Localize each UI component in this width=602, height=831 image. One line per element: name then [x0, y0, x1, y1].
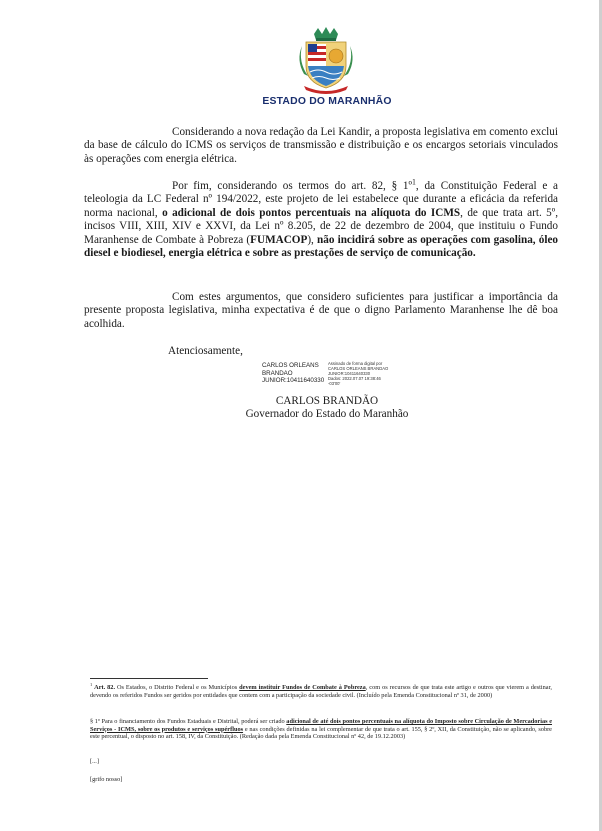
signature-name-line-3: JUNIOR:10411640330: [262, 377, 325, 384]
footnote-paragraph-1: [90, 718, 552, 741]
footnote-1: [90, 681, 552, 699]
signature-digital-line-1: Assinado de forma digital por: [328, 361, 383, 366]
paragraph-3-text: Com estes argumentos, que considero suficientes para justificar a importância da presente proposta legislativa, minha expectativa é de que o digno Parlamento Maranhense lhe dê boa acolhida.: [84, 291, 558, 330]
paragraph-3: [84, 291, 558, 331]
footnote-1-text-b: Os Estados, o Distrito Federal e os Municípios: [115, 684, 240, 691]
footnote-1-article: Art. 82.: [94, 684, 116, 691]
footnote-divider: [90, 678, 208, 679]
signature-digital-line-4: Dados: 2022.07.07 19:38:46: [328, 375, 381, 381]
signature-digital-line-3: JUNIOR:10411640330: [328, 370, 371, 376]
maranhao-coat-of-arms-icon: [296, 20, 356, 96]
signature-digital-info: [328, 362, 390, 387]
p2-bold-adicional: o adicional de dois pontos percentuais na alíquota do ICMS: [162, 206, 461, 219]
p2-bold-fumacop: FUMACOP: [250, 233, 308, 246]
closing-salutation: Atenciosamente,: [168, 345, 243, 357]
footnote-para-text-a: § 1º Para o financiamento dos Fundos Estaduais e Distrital, poderá ser criado: [90, 718, 287, 725]
paragraph-1-text: Considerando a nova redação da Lei Kandir, a proposta legislativa em comento exclui da base de cálculo do ICMS os serviços de transmissão e distribuição e os encargos setoriais vinculados às operações com energia elétrica.: [84, 126, 558, 165]
p2-text-b: , da Constituição Federal e a teleologia da LC Federal nº 194/2022, este projeto de lei estabelece que durante a eficácia da referida norma nacional,: [84, 180, 559, 219]
signature-digital-line-5: -03'00': [328, 380, 341, 386]
signer-name: CARLOS BRANDÃO: [275, 395, 379, 407]
signature-name-line-1: CARLOS ORLEANS: [262, 362, 319, 369]
signature-name-lines: [262, 362, 324, 385]
paragraph-2: [84, 177, 559, 260]
footnote-para-emphasis: adicional de até dois pontos percentuais na alíquota do Imposto sobre Circulação de Mercadorias e Serviços - ICMS, sobre os produtos e serviços supérfluos: [90, 718, 552, 733]
paragraph-1: [84, 126, 558, 166]
p2-text-d: , de que trata art. 5º, incisos VIII, XIII, XIV e XXVI, da Lei nº 8.205, de 22 de dezembro de 2004, que instituiu o Fundo Maranhense de Combate à Pobreza (: [84, 206, 559, 246]
signer-role: Governador do Estado do Maranhão: [245, 408, 409, 420]
footnote-1-mark: 1: [90, 681, 93, 687]
footnote-ref-1[interactable]: 1: [412, 177, 416, 187]
p2-bold-nao-incidira: não incidirá sobre as operações com gasolina, óleo diesel e biodiesel, energia elétrica e sobre as prestações de serviço de comunicação.: [84, 233, 559, 260]
p2-text-a: Por fim, considerando os termos do art. 82, § 1º: [172, 180, 412, 192]
p2-text-f: ),: [307, 233, 318, 246]
footnote-ellipsis: [...]: [90, 758, 99, 765]
signature-name-line-2: BRANDAO: [262, 369, 293, 377]
footnote-1-emphasis: devem instituir Fundos de Combate à Pobreza: [239, 684, 366, 691]
footnote-para-text-c: e nas condições definidas na lei complementar de que trata o art. 155, § 2º, XII, da Constituição, não se aplicando, sobre este percentual, o disposto no art. 158, IV, da Constituição. (Redação dada pela Emenda Constitucional nº 42, de 19.12.2003): [90, 725, 552, 741]
footnote-grifo-nosso: [grifo nosso]: [90, 776, 123, 783]
signature-digital-line-2: CARLOS ORLEANS BRANDAO: [328, 365, 389, 371]
state-title: ESTADO DO MARANHÃO: [262, 96, 392, 107]
footnote-1-text-d: , com os recursos de que trata este artigo e outros que vierem a destinar, devendo os referidos Fundos ser geridos por entidades que contem com a participação da sociedade civil. (Incluído pela Emenda Constitucional nº 31, de 2000): [90, 684, 552, 699]
